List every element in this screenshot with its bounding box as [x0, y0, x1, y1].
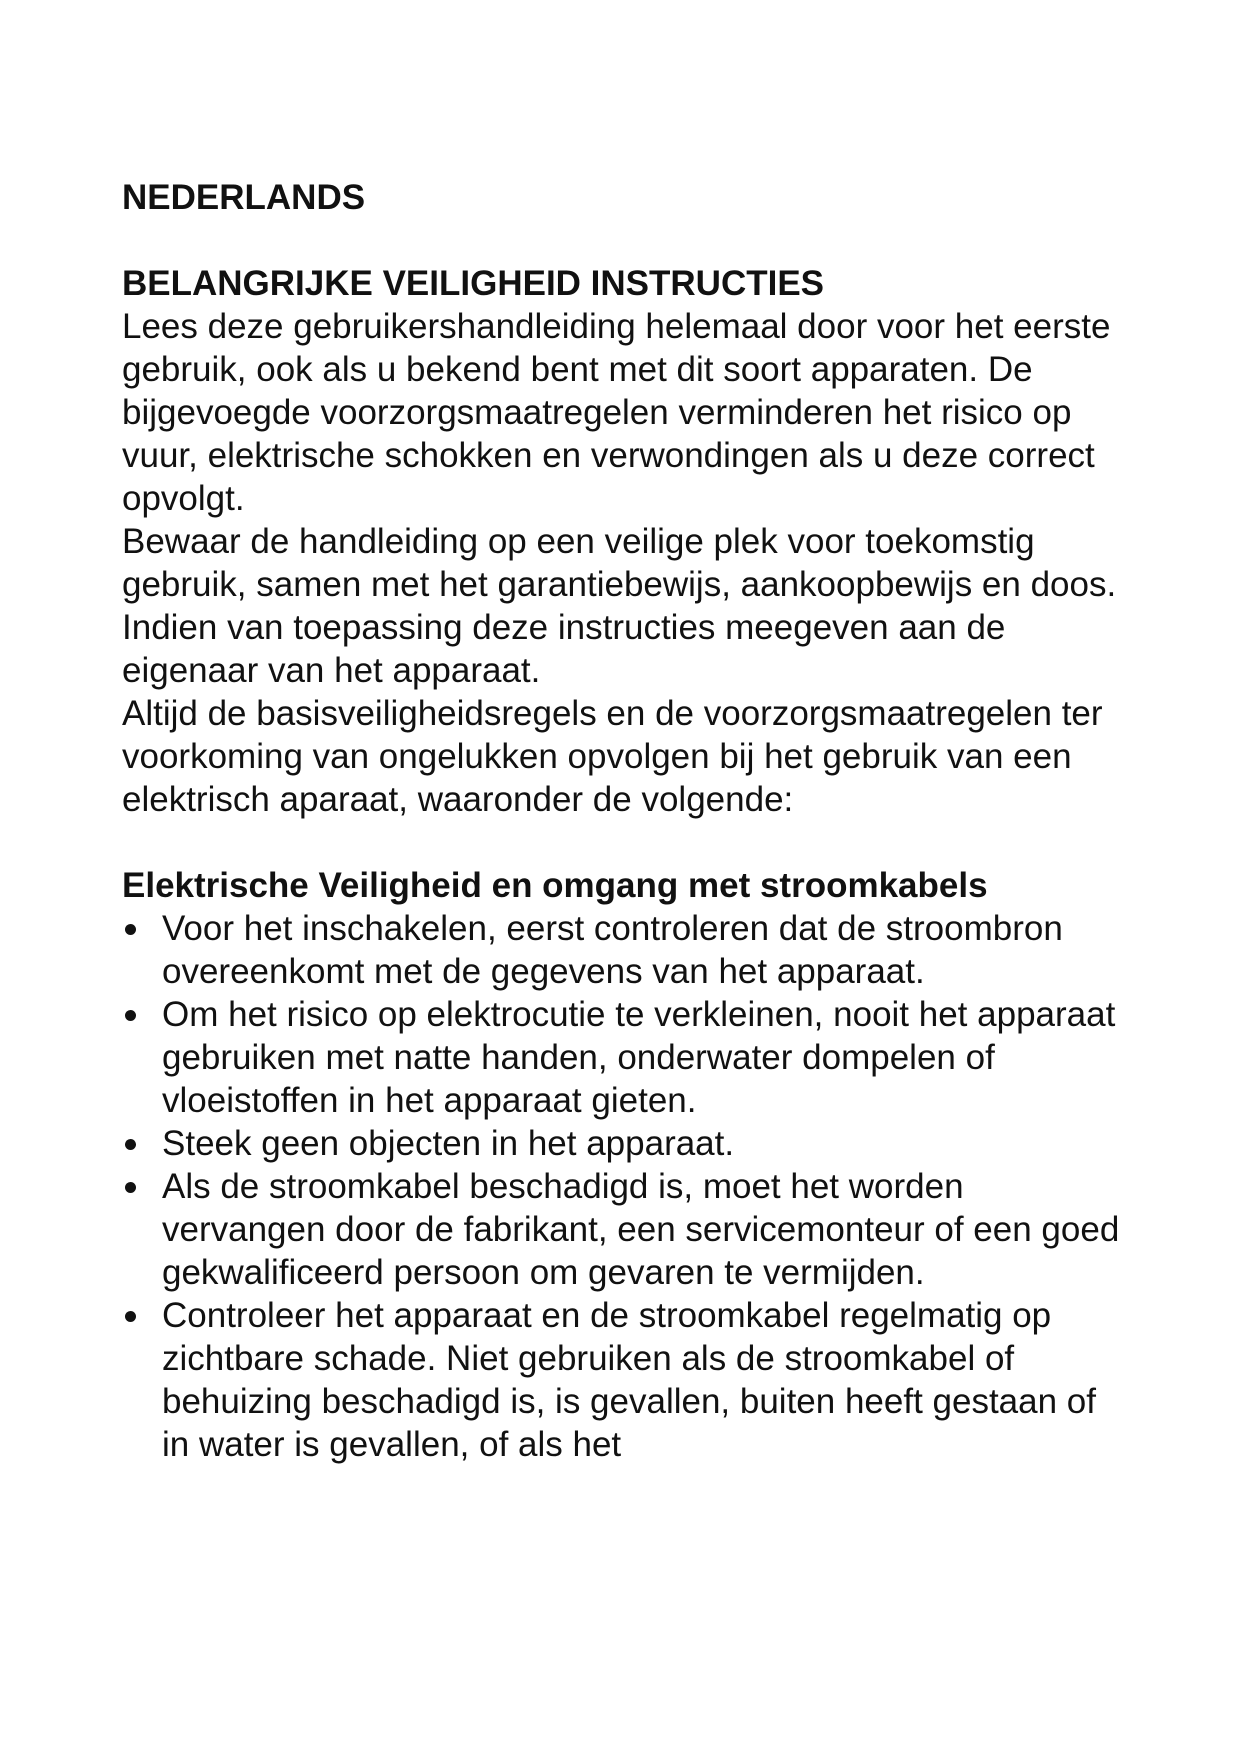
- list-item: [122, 993, 1132, 1122]
- bullet-icon: [125, 924, 136, 935]
- electrical-safety-list: [122, 907, 1132, 1466]
- list-item: [122, 1294, 1132, 1466]
- bullet-icon: [125, 1182, 136, 1193]
- electrical-safety-heading: Elektrische Veiligheid en omgang met stroomkabels: [122, 866, 988, 905]
- storage-paragraph: Bewaar de handleiding op een veilige plek voor toekomstig gebruik, samen met het garantiebewijs, aankoopbewijs en doos. Indien van toepassing deze instructies meegeven aan de eigenaar van het apparaat.: [122, 522, 1117, 690]
- safety-instructions-heading: BELANGRIJKE VEILIGHEID INSTRUCTIES: [122, 264, 825, 303]
- list-item: [122, 907, 1132, 993]
- section-spacer: [122, 821, 1132, 864]
- list-item-text: Controleer het apparaat en de stroomkabel regelmatig op zichtbare schade. Niet gebruiken als de stroomkabel of behuizing beschadigd is, is gevallen, buiten heeft gestaan of in water is gevallen, of als het: [162, 1296, 1096, 1464]
- basic-rules-paragraph: Altijd de basisveiligheidsregels en de voorzorgsmaatregelen ter voorkoming van ongelukken opvolgen bij het gebruik van een elektrisch aparaat, waaronder de volgende:: [122, 694, 1103, 819]
- bullet-icon: [125, 1010, 136, 1021]
- list-item-text: Voor het inschakelen, eerst controleren dat de stroombron overeenkomt met de gegevens van het apparaat.: [162, 909, 1063, 991]
- list-item-text: Als de stroomkabel beschadigd is, moet het worden vervangen door de fabrikant, een servicemonteur of een goed gekwalificeerd persoon om gevaren te vermijden.: [162, 1167, 1120, 1292]
- list-item-text: Om het risico op elektrocutie te verkleinen, nooit het apparaat gebruiken met natte handen, onderwater dompelen of vloeistoffen in het apparaat gieten.: [162, 995, 1116, 1120]
- language-label: NEDERLANDS: [122, 178, 366, 217]
- bullet-icon: [125, 1311, 136, 1322]
- list-item: [122, 1122, 1132, 1165]
- list-item-text: Steek geen objecten in het apparaat.: [162, 1124, 735, 1163]
- list-item: [122, 1165, 1132, 1294]
- bullet-icon: [125, 1139, 136, 1150]
- intro-paragraph: Lees deze gebruikershandleiding helemaal door voor het eerste gebruik, ook als u bekend bent met dit soort apparaten. De bijgevoegde voorzorgsmaatregelen verminderen het risico op vuur, elektrische schokken en verwondingen als u deze correct opvolgt.: [122, 307, 1111, 518]
- manual-page: [122, 176, 1132, 1466]
